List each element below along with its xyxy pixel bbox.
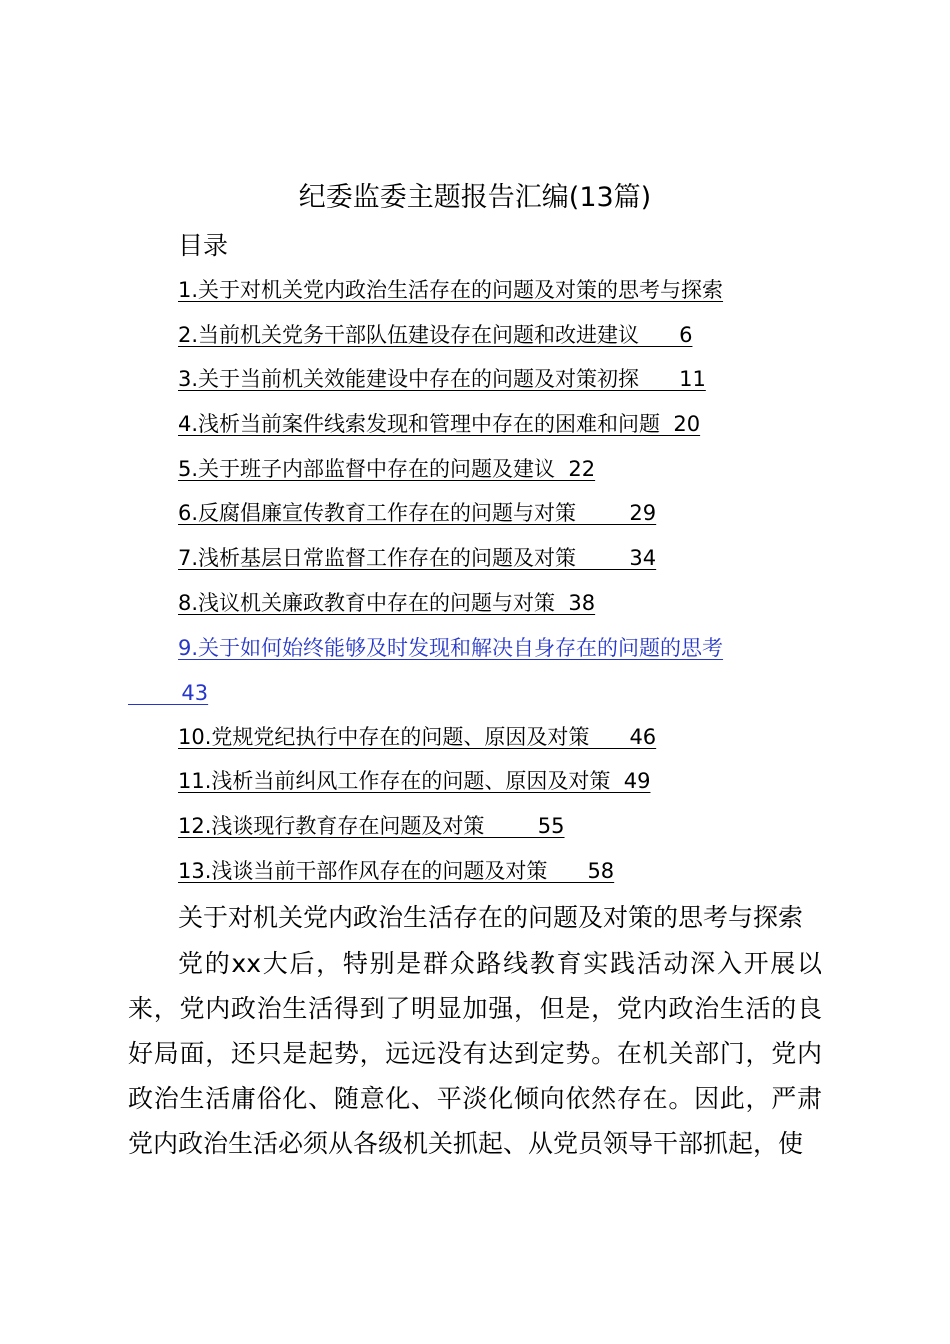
toc-item-11[interactable]: 11.浅析当前纠风工作存在的问题、原因及对策 49 bbox=[178, 769, 651, 793]
toc-item-6[interactable]: 6.反腐倡廉宣传教育工作存在的问题与对策 29 bbox=[178, 501, 657, 525]
document-title: 纪委监委主题报告汇编(13篇) bbox=[298, 182, 652, 213]
toc-item-5[interactable]: 5.关于班子内部监督中存在的问题及建议 22 bbox=[178, 457, 596, 481]
toc-item-4[interactable]: 4.浅析当前案件线索发现和管理中存在的困难和问题 20 bbox=[178, 412, 701, 436]
toc-item-1[interactable]: 1.关于对机关党内政治生活存在的问题及对策的思考与探索 bbox=[178, 278, 724, 302]
toc-item-7[interactable]: 7.浅析基层日常监督工作存在的问题及对策 34 bbox=[178, 546, 657, 570]
toc-heading: 目录 bbox=[178, 231, 229, 260]
toc-item-2[interactable]: 2.当前机关党务干部队伍建设存在问题和改进建议 6 bbox=[178, 323, 693, 347]
toc-item-8[interactable]: 8.浅议机关廉政教育中存在的问题与对策 38 bbox=[178, 591, 596, 615]
body-paragraph: 党的xx大后，特别是群众路线教育实践活动深入开展以来，党内政治生活得到了明显加强，但是，党内政治生活的良好局面，还只是起势，远远没有达到定势。在机关部门，党内政治生活庸俗化、随意化、平淡化倾向依然存在。因此，严肃党内政治生活必须从各级机关抓起、从党员领导干部抓起，使 bbox=[128, 949, 822, 1158]
toc-item-9-page[interactable]: 43 bbox=[128, 681, 209, 705]
toc-item-12[interactable]: 12.浅谈现行教育存在问题及对策 55 bbox=[178, 814, 565, 838]
toc-item-10[interactable]: 10.党规党纪执行中存在的问题、原因及对策 46 bbox=[178, 725, 657, 749]
toc-item-13[interactable]: 13.浅谈当前干部作风存在的问题及对策 58 bbox=[178, 859, 615, 883]
section-heading: 关于对机关党内政治生活存在的问题及对策的思考与探索 bbox=[178, 903, 804, 932]
toc-item-3[interactable]: 3.关于当前机关效能建设中存在的问题及对策初探 11 bbox=[178, 367, 706, 391]
toc-item-9[interactable]: 9.关于如何始终能够及时发现和解决自身存在的问题的思考 bbox=[178, 636, 724, 660]
